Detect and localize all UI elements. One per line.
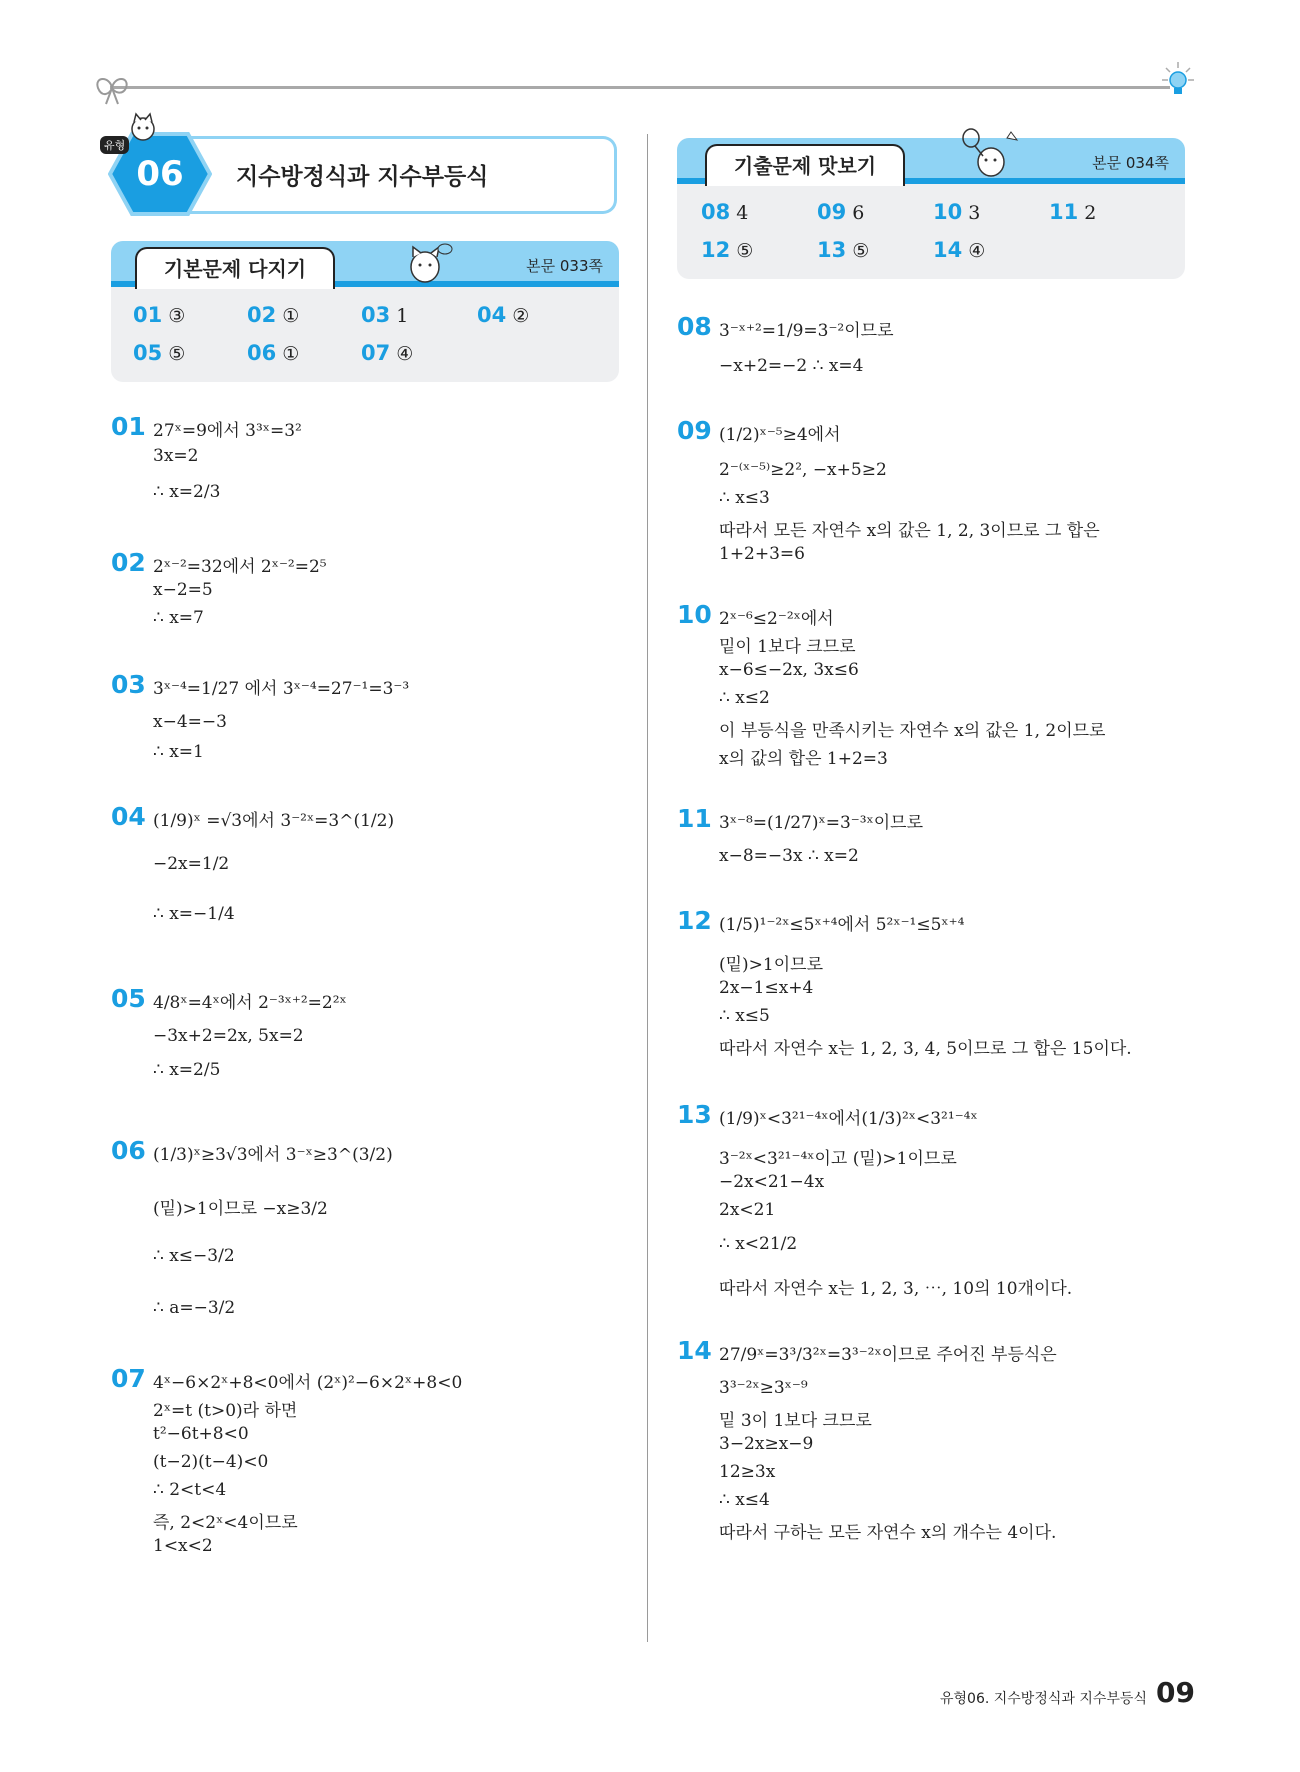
cat-badminton-mascot-icon <box>961 126 1021 184</box>
answer-item-06: 06 ① <box>247 341 300 365</box>
solution-line: 따라서 자연수 x는 1, 2, 3, 4, 5이므로 그 합은 15이다. <box>719 1039 1132 1059</box>
solution-line: ∴ x=2/5 <box>153 1060 221 1080</box>
solution-line: −2x=1/2 <box>153 854 230 874</box>
answer-item-13: 13 ⑤ <box>817 238 870 262</box>
top-rule <box>110 86 1170 89</box>
page-number: 09 <box>1156 1676 1195 1709</box>
solution-line: ∴ x=7 <box>153 608 204 628</box>
solution-line: ∴ 2<t<4 <box>153 1480 227 1500</box>
solution-line: (1/2)ˣ⁻⁵≥4에서 <box>719 425 841 445</box>
answer-item-12: 12 ⑤ <box>701 238 754 262</box>
solution-line: (밑)>1이므로 −x≥3/2 <box>153 1199 328 1219</box>
past-answers-label: 기출문제 맛보기 <box>705 144 905 186</box>
chapter-type-tab: 유형 <box>100 136 129 154</box>
solution-line: 4/8ˣ=4ˣ에서 2⁻³ˣ⁺²=2²ˣ <box>153 993 347 1013</box>
solution-number: 13 <box>677 1100 712 1129</box>
solution-line: (1/9)ˣ =√3에서 3⁻²ˣ=3^(1/2) <box>153 811 395 831</box>
chapter-title: 지수방정식과 지수부등식 <box>236 164 489 190</box>
answer-item-01: 01 ③ <box>133 303 186 327</box>
solution-line: ∴ x=−1/4 <box>153 904 235 924</box>
solution-line: ∴ x=2/3 <box>153 482 221 502</box>
solution-line: 2ˣ⁻²=32에서 2ˣ⁻²=2⁵ <box>153 557 327 577</box>
solution-line: ∴ x<21/2 <box>719 1234 798 1254</box>
solution-number: 02 <box>111 548 146 577</box>
solution-line: t²−6t+8<0 <box>153 1424 249 1444</box>
solution-line: 따라서 구하는 모든 자연수 x의 개수는 4이다. <box>719 1523 1057 1543</box>
solution-line: 3x=2 <box>153 446 199 466</box>
footer-chapter-label: 유형06. 지수방정식과 지수부등식 <box>940 1691 1147 1707</box>
solution-line: ∴ a=−3/2 <box>153 1298 236 1318</box>
solution-line: 따라서 모든 자연수 x의 값은 1, 2, 3이므로 그 합은 <box>719 521 1100 541</box>
solution-number: 04 <box>111 802 146 831</box>
solution-line: 즉, 2<2ˣ<4이므로 <box>153 1513 298 1533</box>
solution-number: 03 <box>111 670 146 699</box>
solution-number: 05 <box>111 984 146 1013</box>
solution-line: ∴ x≤2 <box>719 688 770 708</box>
answer-item-14: 14 ④ <box>933 238 986 262</box>
ribbon-knot-icon <box>92 72 132 106</box>
solution-line: x의 값의 합은 1+2=3 <box>719 749 888 769</box>
cat-mascot-icon <box>401 237 455 285</box>
chapter-number: 06 <box>136 154 184 194</box>
solution-line: ∴ x≤−3/2 <box>153 1246 235 1266</box>
answer-item-05: 05 ⑤ <box>133 341 186 365</box>
solution-line: 2ˣ⁻⁶≤2⁻²ˣ에서 <box>719 609 834 629</box>
solution-line: 27ˣ=9에서 3³ˣ=3² <box>153 421 302 441</box>
solution-number: 14 <box>677 1336 712 1365</box>
solution-line: 1<x<2 <box>153 1536 213 1556</box>
answer-item-09: 09 6 <box>817 200 865 224</box>
solution-line: x−8=−3x ∴ x=2 <box>719 846 859 866</box>
cat-mascot-icon <box>128 112 158 142</box>
solution-line: −3x+2=2x, 5x=2 <box>153 1026 304 1046</box>
solution-number: 06 <box>111 1136 146 1165</box>
solution-line: (밑)>1이므로 <box>719 955 824 975</box>
solution-line: 2ˣ=t (t>0)라 하면 <box>153 1401 298 1421</box>
solution-line: 2x−1≤x+4 <box>719 978 814 998</box>
solution-line: (1/9)ˣ<3²¹⁻⁴ˣ에서(1/3)²ˣ<3²¹⁻⁴ˣ <box>719 1109 978 1129</box>
solution-line: 1+2+3=6 <box>719 544 805 564</box>
solution-line: 27/9ˣ=3³/3²ˣ=3³⁻²ˣ이므로 주어진 부등식은 <box>719 1345 1057 1365</box>
basic-answers-page-ref: 본문 033쪽 <box>526 257 603 275</box>
solution-line: ∴ x≤3 <box>719 488 770 508</box>
solution-line: 이 부등식을 만족시키는 자연수 x의 값은 1, 2이므로 <box>719 721 1106 741</box>
past-answers-box <box>677 138 1185 279</box>
solution-line: 2x<21 <box>719 1200 776 1220</box>
solution-line: 3³⁻²ˣ≥3ˣ⁻⁹ <box>719 1378 808 1398</box>
solution-line: 3⁻²ˣ<3²¹⁻⁴ˣ이고 (밑)>1이므로 <box>719 1149 957 1169</box>
solution-line: 12≥3x <box>719 1462 776 1482</box>
lightbulb-icon <box>1160 58 1196 102</box>
solution-line: 3ˣ⁻⁴=1/27 에서 3ˣ⁻⁴=27⁻¹=3⁻³ <box>153 679 410 699</box>
solution-number: 09 <box>677 416 712 445</box>
basic-answers-box <box>111 241 619 382</box>
solution-line: ∴ x≤4 <box>719 1490 770 1510</box>
solution-line: 3−2x≥x−9 <box>719 1434 814 1454</box>
solution-line: x−2=5 <box>153 580 213 600</box>
solution-number: 01 <box>111 412 146 441</box>
solution-line: −x+2=−2 ∴ x=4 <box>719 356 864 376</box>
answer-item-11: 11 2 <box>1049 200 1097 224</box>
solution-line: (t−2)(t−4)<0 <box>153 1452 269 1472</box>
solution-line: x−6≤−2x, 3x≤6 <box>719 660 859 680</box>
basic-answers-label: 기본문제 다지기 <box>135 247 335 289</box>
solution-line: (1/5)¹⁻²ˣ≤5ˣ⁺⁴에서 5²ˣ⁻¹≤5ˣ⁺⁴ <box>719 915 965 935</box>
solution-line: 밑 3이 1보다 크므로 <box>719 1411 872 1431</box>
answer-item-10: 10 3 <box>933 200 981 224</box>
solution-number: 12 <box>677 906 712 935</box>
answer-item-02: 02 ① <box>247 303 300 327</box>
solution-number: 10 <box>677 600 712 629</box>
solution-line: 따라서 자연수 x는 1, 2, 3, ⋯, 10의 10개이다. <box>719 1279 1073 1299</box>
solution-line: (1/3)ˣ≥3√3에서 3⁻ˣ≥3^(3/2) <box>153 1145 393 1165</box>
solution-line: 밑이 1보다 크므로 <box>719 637 856 657</box>
past-answers-page-ref: 본문 034쪽 <box>1092 154 1169 172</box>
solution-number: 07 <box>111 1364 146 1393</box>
solution-line: 2⁻⁽ˣ⁻⁵⁾≥2², −x+5≥2 <box>719 460 887 480</box>
answer-item-08: 08 4 <box>701 200 749 224</box>
solution-line: −2x<21−4x <box>719 1172 825 1192</box>
solution-line: 3⁻ˣ⁺²=1/9=3⁻²이므로 <box>719 321 894 341</box>
solution-line: 3ˣ⁻⁸=(1/27)ˣ=3⁻³ˣ이므로 <box>719 813 924 833</box>
solution-number: 08 <box>677 312 712 341</box>
solution-line: 4ˣ−6×2ˣ+8<0에서 (2ˣ)²−6×2ˣ+8<0 <box>153 1373 463 1393</box>
answer-item-04: 04 ② <box>477 303 530 327</box>
solution-line: x−4=−3 <box>153 712 227 732</box>
solution-line: ∴ x=1 <box>153 742 204 762</box>
answer-item-03: 03 1 <box>361 303 409 327</box>
solution-line: ∴ x≤5 <box>719 1006 770 1026</box>
solution-number: 11 <box>677 804 712 833</box>
answer-item-07: 07 ④ <box>361 341 414 365</box>
column-divider <box>647 134 648 1642</box>
